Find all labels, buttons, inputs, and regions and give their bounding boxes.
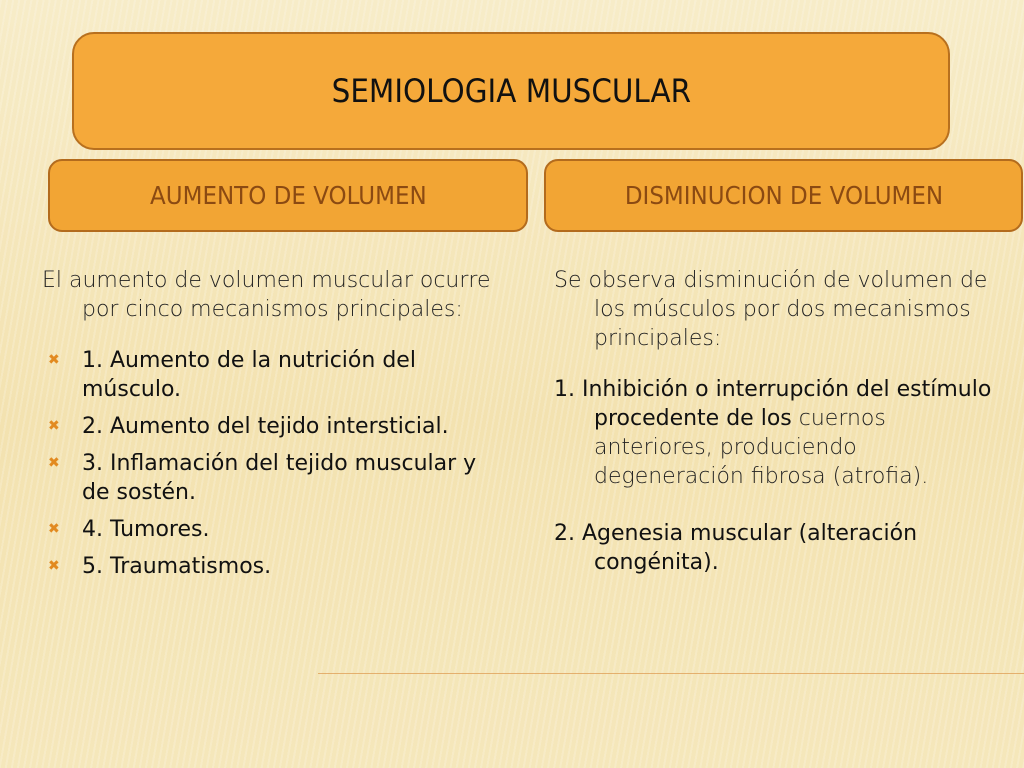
left-bullet-list [42,346,497,581]
right-header: DISMINUCION DE VOLUMEN [624,181,943,210]
list-item-text: 2. Aumento del tejido intersticial. [82,414,449,439]
list-item-text: 3. Inflamación del tejido muscular y de sostén. [82,451,477,505]
x-mark-icon: ✖ [48,418,60,434]
right-intro: Se observa disminución de volumen de los músculos por dos mecanismos principales: [554,268,988,351]
right-header-box [544,159,1023,232]
left-column [42,266,497,589]
list-item [42,412,497,441]
right-point-1-main: 1. Inhibición o interrupción del estímulo procedente de los [554,377,992,431]
x-mark-icon: ✖ [48,455,60,471]
right-point-1 [554,375,1004,491]
right-column [554,266,1004,605]
list-item [42,449,497,507]
title-box [72,32,950,150]
list-item [42,346,497,404]
list-item [42,515,497,544]
right-point-2: 2. Agenesia muscular (alteración congénita). [554,521,918,575]
x-mark-icon: ✖ [48,558,60,574]
list-item-text: 5. Traumatismos. [82,554,272,579]
left-intro: El aumento de volumen muscular ocurre por cinco mecanismos principales: [42,268,491,322]
list-item-text: 1. Aumento de la nutrición del músculo. [82,348,416,402]
x-mark-icon: ✖ [48,521,60,537]
x-mark-icon: ✖ [48,352,60,368]
list-item [42,552,497,581]
slide-title: SEMIOLOGIA MUSCULAR [331,72,691,110]
divider-line [318,673,1024,674]
left-header-box [48,159,528,232]
right-point-1-rest: cuernos anteriores, produciendo degeneración fibrosa (atrofia). [594,406,929,489]
list-item-text: 4. Tumores. [82,517,210,542]
left-header: AUMENTO DE VOLUMEN [149,181,427,210]
